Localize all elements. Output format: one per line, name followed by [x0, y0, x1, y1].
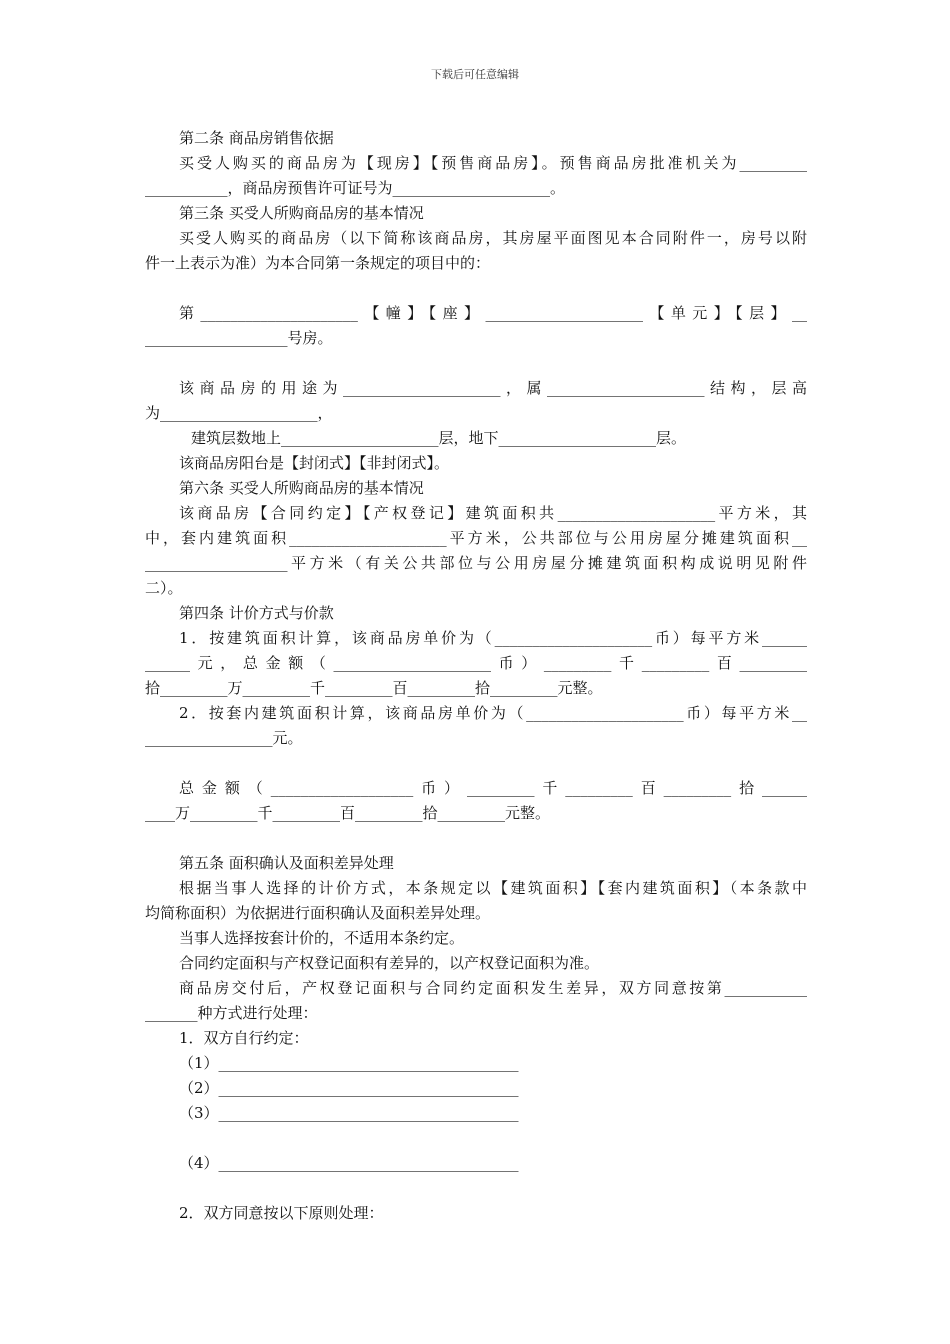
- list-item: （1）________________________________________: [179, 1054, 519, 1072]
- paragraph-line: ____万_________千_________百_________拾_________元整。: [145, 804, 551, 822]
- spacer: [145, 351, 807, 376]
- paragraph-line: 二）。: [145, 579, 183, 597]
- article-3-heading: 第三条 买受人所购商品房的基本情况: [179, 204, 424, 222]
- paragraph-line: _________________元。: [145, 729, 303, 747]
- paragraph-line: 根据当事人选择的计价方式，本条规定以【建筑面积】【套内建筑面积】（本条款中: [179, 879, 807, 897]
- paragraph-line: 拾_________万_________千_________百_________拾_________元整。: [145, 679, 603, 697]
- spacer: [145, 1176, 807, 1201]
- spacer: [145, 826, 807, 851]
- paragraph-line: 2．双方同意按以下原则处理：: [179, 1204, 384, 1222]
- paragraph-line: ___________，商品房预售许可证号为_____________________。: [145, 179, 566, 197]
- paragraph-line: 件一上表示为准）为本合同第一条规定的项目中的：: [145, 254, 491, 272]
- article-6-heading: 第六条 买受人所购商品房的基本情况: [179, 479, 424, 497]
- paragraph-line: 2．按套内建筑面积计算，该商品房单价为（_____________________币）每平方米__: [179, 704, 807, 722]
- paragraph-line: 该商品房的用途为_____________________，属_____________________结构，层高: [179, 379, 807, 397]
- paragraph-line: 当事人选择按套计价的，不适用本条约定。: [179, 929, 465, 947]
- paragraph-line: ______元，总金额（_____________________币）_________千_________百_________: [145, 654, 807, 672]
- contract-body: [145, 126, 807, 1226]
- paragraph-line: 第_____________________【幢】【座】_____________________【单元】【层】__: [179, 304, 807, 322]
- paragraph-line: 该商品房【合同约定】【产权登记】建筑面积共_____________________平方米，其: [179, 504, 807, 522]
- paragraph-line: 1．双方自行约定：: [179, 1029, 309, 1047]
- paragraph-line: ___________________号房。: [145, 329, 333, 347]
- list-item: （4）________________________________________: [179, 1154, 519, 1172]
- paragraph-line: 均简称面积）为依据进行面积确认及面积差异处理。: [145, 904, 491, 922]
- paragraph-line: 买受人购买的商品房为【现房】【预售商品房】。预售商品房批准机关为_________: [179, 154, 807, 172]
- paragraph-line: 总金额（___________________币）_________千_________百_________拾______: [179, 779, 807, 797]
- paragraph-line: 1．按建筑面积计算，该商品房单价为（_____________________币）每平方米______: [179, 629, 807, 647]
- article-4-heading: 第四条 计价方式与价款: [179, 604, 334, 622]
- paragraph-line: ___________________平方米（有关公共部位与公用房屋分摊建筑面积构成说明见附件: [145, 554, 807, 572]
- page-header: 下载后可任意编辑: [431, 68, 519, 81]
- paragraph-line: 合同约定面积与产权登记面积有差异的，以产权登记面积为准。: [179, 954, 600, 972]
- paragraph-line: 该商品房阳台是【封闭式】【非封闭式】。: [179, 454, 450, 472]
- list-item: （3）________________________________________: [179, 1104, 519, 1122]
- list-item: （2）________________________________________: [179, 1079, 519, 1097]
- paragraph-line: 买受人购买的商品房（以下简称该商品房，其房屋平面图见本合同附件一，房号以附: [179, 229, 807, 247]
- article-5-heading: 第五条 面积确认及面积差异处理: [179, 854, 394, 872]
- article-2-heading: 第二条 商品房销售依据: [179, 129, 334, 147]
- paragraph-line: 商品房交付后，产权登记面积与合同约定面积发生差异，双方同意按第___________: [179, 979, 807, 997]
- spacer: [145, 1126, 807, 1151]
- spacer: [145, 276, 807, 301]
- paragraph-line: _______种方式进行处理：: [145, 1004, 318, 1022]
- paragraph-line: 中，套内建筑面积_____________________平方米，公共部位与公用房屋分摊建筑面积__: [145, 529, 807, 547]
- paragraph-line: 为_____________________，: [145, 404, 333, 422]
- paragraph-line: 建筑层数地上_____________________层，地下_____________________层。: [191, 429, 687, 447]
- spacer: [145, 751, 807, 776]
